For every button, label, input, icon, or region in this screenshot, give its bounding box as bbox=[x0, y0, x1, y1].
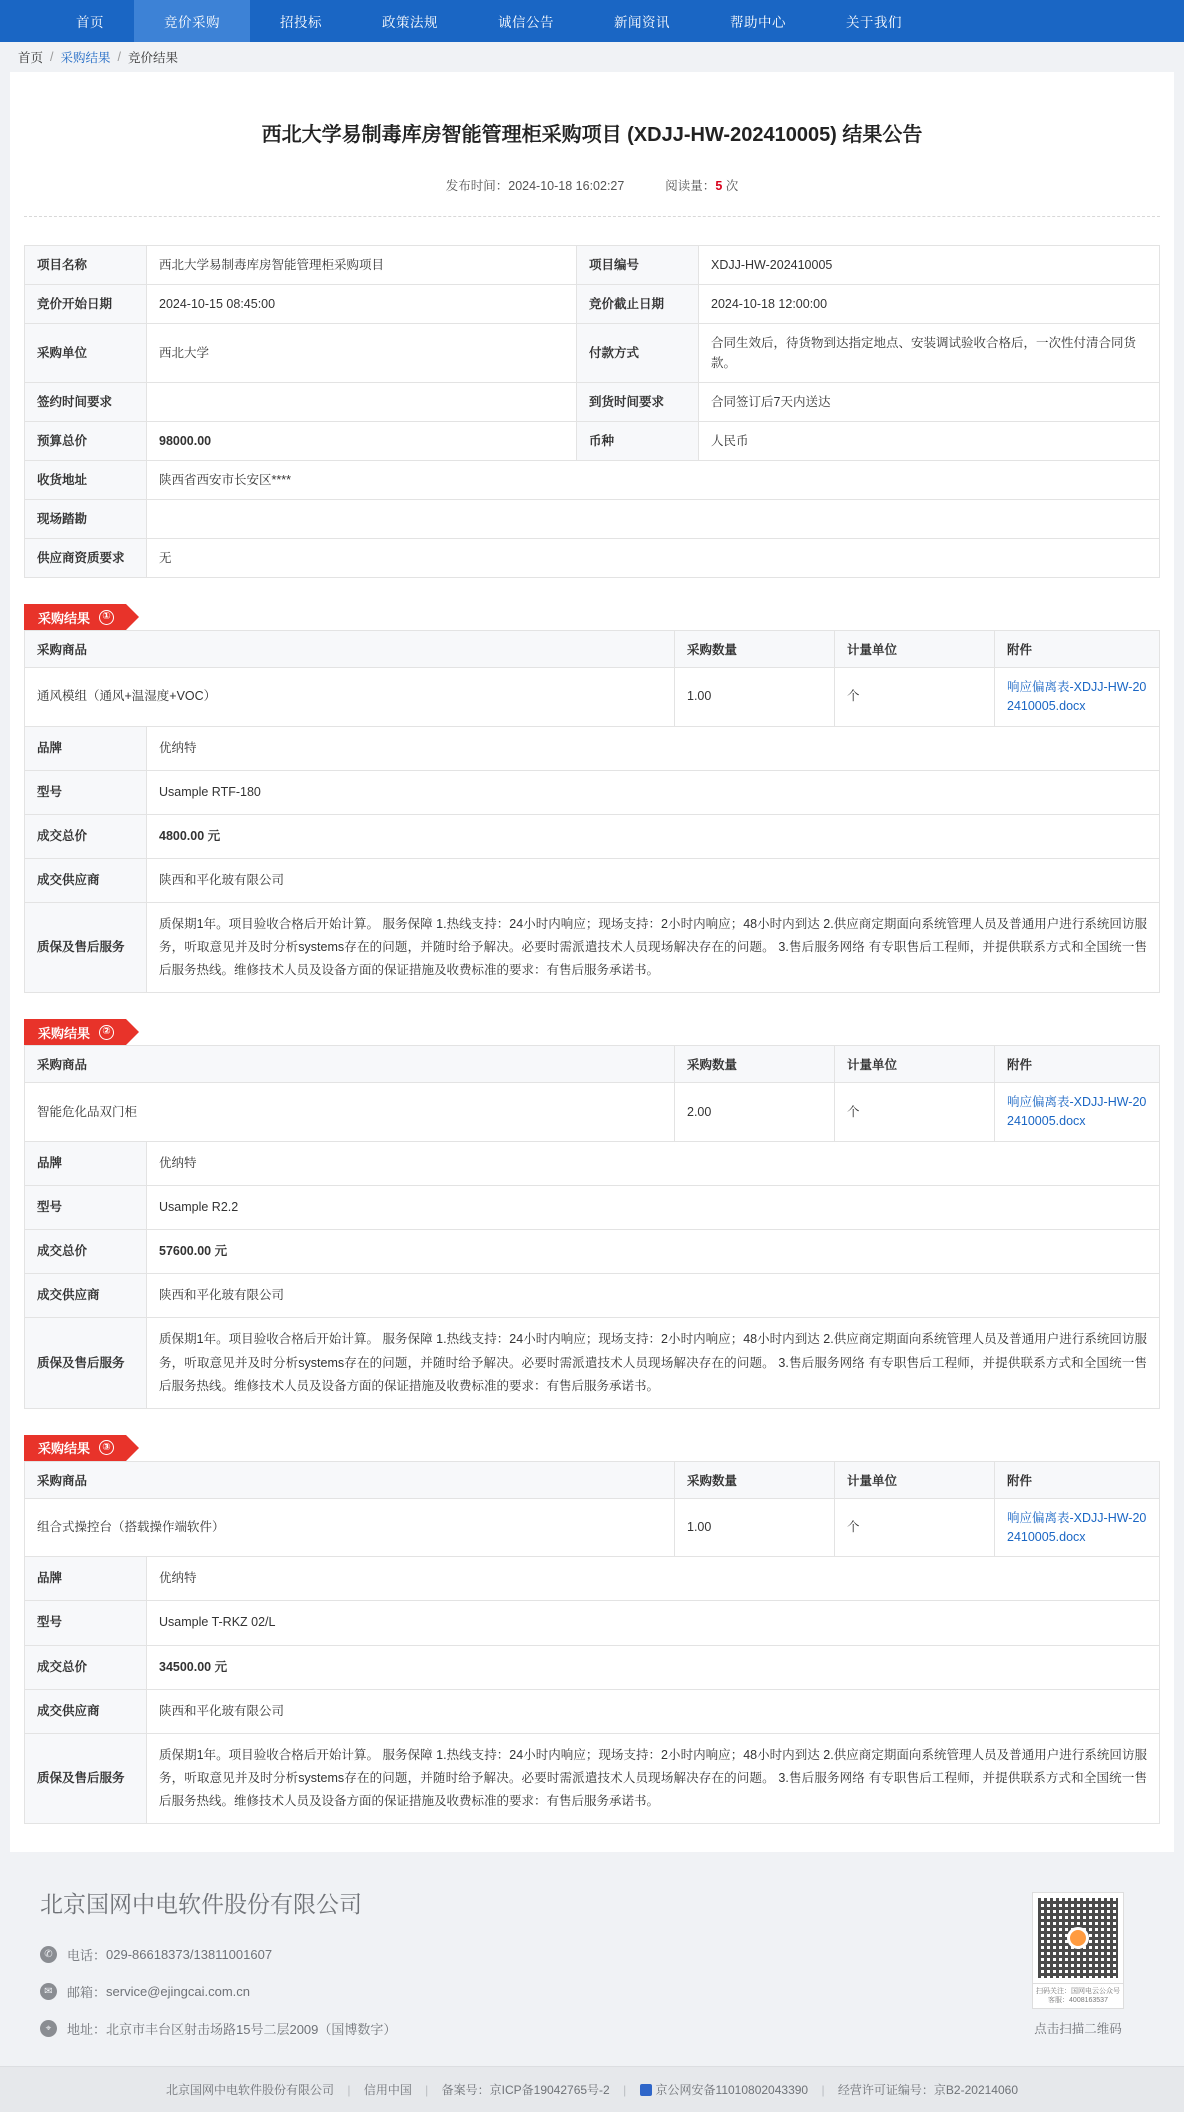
table-row bbox=[25, 383, 1160, 422]
label-project-name: 项目名称 bbox=[25, 246, 147, 285]
table-row bbox=[25, 1733, 1160, 1823]
table-header-row bbox=[25, 1046, 1160, 1083]
purchase-result-section-1 bbox=[10, 578, 1174, 993]
label-sign-time: 签约时间要求 bbox=[25, 383, 147, 422]
col-qty-3: 采购数量 bbox=[675, 1461, 835, 1498]
value-budget: 98000.00 bbox=[147, 422, 577, 461]
label-currency: 币种 bbox=[577, 422, 699, 461]
table-row bbox=[25, 770, 1160, 814]
value-goods-1: 通风模组（通风+温湿度+VOC） bbox=[25, 668, 675, 727]
project-info-section bbox=[10, 217, 1174, 578]
table-row bbox=[25, 324, 1160, 383]
nav-item-home[interactable]: 首页 bbox=[76, 15, 104, 30]
views-count: 5 bbox=[715, 179, 723, 193]
value-total-price-1: 4800.00 元 bbox=[147, 814, 1160, 858]
copyright-sep-4: | bbox=[821, 2083, 825, 2098]
copyright-police[interactable]: 京公网安备11010802043390 bbox=[655, 2083, 809, 2098]
breadcrumb bbox=[0, 42, 1184, 72]
label-service-1: 质保及售后服务 bbox=[25, 903, 147, 993]
table-row bbox=[25, 1186, 1160, 1230]
qr-center-badge-icon bbox=[1067, 1927, 1089, 1949]
label-model-1: 型号 bbox=[25, 770, 147, 814]
nav-item-tender[interactable]: 招投标 bbox=[280, 15, 322, 30]
nav-item-news[interactable]: 新闻资讯 bbox=[614, 15, 670, 30]
label-bid-end-date: 竞价截止日期 bbox=[577, 285, 699, 324]
footer-phone-value: 029-86618373/13811001607 bbox=[106, 1947, 273, 1963]
value-qty-1: 1.00 bbox=[675, 668, 835, 727]
value-total-price-3: 34500.00 元 bbox=[147, 1645, 1160, 1689]
publish-time-label: 发布时间： bbox=[445, 179, 509, 193]
col-unit-2: 计量单位 bbox=[835, 1046, 995, 1083]
copyright-sep-2: | bbox=[425, 2083, 429, 2098]
result-ribbon-label-3: 采购结果 bbox=[38, 1441, 91, 1457]
label-budget: 预算总价 bbox=[25, 422, 147, 461]
copyright-bar bbox=[0, 2066, 1184, 2112]
site-footer bbox=[0, 1852, 1184, 2066]
value-currency: 人民币 bbox=[699, 422, 1160, 461]
phone-icon: ✆ bbox=[40, 1946, 57, 1963]
footer-company-name: 北京国网中电软件股份有限公司 bbox=[40, 1891, 362, 1918]
nav-item-bidding-purchase[interactable]: 竞价采购 bbox=[134, 0, 250, 42]
col-attachment-1: 附件 bbox=[995, 631, 1160, 668]
result-ribbon-2 bbox=[24, 1019, 126, 1045]
table-row bbox=[25, 903, 1160, 993]
value-supplier-1: 陕西和平化玻有限公司 bbox=[147, 858, 1160, 902]
label-model-2: 型号 bbox=[25, 1186, 147, 1230]
announcement-card bbox=[10, 72, 1174, 1852]
value-brand-1: 优纳特 bbox=[147, 726, 1160, 770]
table-row bbox=[25, 858, 1160, 902]
result-ribbon-index-2: ② bbox=[99, 1025, 114, 1040]
value-project-code: XDJJ-HW-202410005 bbox=[699, 246, 1160, 285]
value-qty-3: 1.00 bbox=[675, 1498, 835, 1557]
nav-item-policy[interactable]: 政策法规 bbox=[382, 15, 438, 30]
article-meta bbox=[10, 150, 1174, 216]
attachment-link-2[interactable]: 响应偏离表-XDJJ-HW-202410005.docx bbox=[1007, 1095, 1147, 1129]
label-project-code: 项目编号 bbox=[577, 246, 699, 285]
value-qty-2: 2.00 bbox=[675, 1083, 835, 1142]
value-site-survey bbox=[147, 500, 1160, 539]
value-payment-method: 合同生效后，待货物到达指定地点、安装调试验收合格后，一次性付清合同货款。 bbox=[699, 324, 1160, 383]
result-ribbon-index-1: ① bbox=[99, 610, 114, 625]
value-goods-2: 智能危化品双门柜 bbox=[25, 1083, 675, 1142]
copyright-credit-china[interactable]: 信用中国 bbox=[363, 2083, 412, 2098]
table-row bbox=[25, 1557, 1160, 1601]
label-delivery-address: 收货地址 bbox=[25, 461, 147, 500]
value-brand-3: 优纳特 bbox=[147, 1557, 1160, 1601]
attachment-link-3[interactable]: 响应偏离表-XDJJ-HW-202410005.docx bbox=[1007, 1510, 1147, 1544]
value-brand-2: 优纳特 bbox=[147, 1141, 1160, 1185]
table-row bbox=[25, 461, 1160, 500]
copyright-sep-1: | bbox=[347, 2083, 351, 2098]
value-unit-3: 个 bbox=[835, 1498, 995, 1557]
value-project-name: 西北大学易制毒库房智能管理柜采购项目 bbox=[147, 246, 577, 285]
value-model-2: Usample R2.2 bbox=[147, 1186, 1160, 1230]
qr-code-pattern bbox=[1038, 1898, 1118, 1978]
purchase-result-table-3 bbox=[24, 1461, 1160, 1824]
table-row bbox=[25, 1645, 1160, 1689]
qr-caption: 点击扫描二维码 bbox=[1034, 2022, 1122, 2037]
value-service-2: 质保期1年。项目验收合格后开始计算。 服务保障 1.热线支持：24小时内响应；现场支持：2小时内响应；48小时内到达 2.供应商定期面向系统管理人员及普通用户进行系统回访服务，听取意见并及时分析systems存在的问题，并随时给予解决。必要时需派遣技术人员现场解决存在的问题。 3.售后服务网络 有专职售后工程师，并提供联系方式和全国统一售后服务热线。维修技术人员及设备方面的保证措施及收费标准的要求：有售后服务承诺书。 bbox=[147, 1318, 1160, 1408]
value-delivery-address: 陕西省西安市长安区**** bbox=[147, 461, 1160, 500]
footer-email-row bbox=[40, 1982, 1144, 2001]
nav-item-integrity-notice[interactable]: 诚信公告 bbox=[498, 15, 554, 30]
table-row bbox=[25, 1141, 1160, 1185]
value-supplier-qualification: 无 bbox=[147, 539, 1160, 578]
col-qty-2: 采购数量 bbox=[675, 1046, 835, 1083]
nav-item-help-center[interactable]: 帮助中心 bbox=[730, 15, 786, 30]
table-row bbox=[25, 422, 1160, 461]
result-ribbon-label-1: 采购结果 bbox=[38, 610, 91, 626]
label-site-survey: 现场踏勘 bbox=[25, 500, 147, 539]
nav-item-about-us[interactable]: 关于我们 bbox=[846, 15, 902, 30]
value-purchaser: 西北大学 bbox=[147, 324, 577, 383]
table-row bbox=[25, 246, 1160, 285]
table-row bbox=[25, 500, 1160, 539]
label-brand-1: 品牌 bbox=[25, 726, 147, 770]
label-model-3: 型号 bbox=[25, 1601, 147, 1645]
project-info-table bbox=[24, 245, 1160, 578]
purchase-result-table-2 bbox=[24, 1045, 1160, 1408]
footer-phone-row bbox=[40, 1945, 1144, 1964]
col-attachment-3: 附件 bbox=[995, 1461, 1160, 1498]
result-ribbon-1 bbox=[24, 604, 126, 630]
location-pin-icon: ⌖ bbox=[40, 2020, 57, 2037]
qr-code-image[interactable] bbox=[1032, 1892, 1124, 1984]
label-service-3: 质保及售后服务 bbox=[25, 1733, 147, 1823]
value-sign-time bbox=[147, 383, 577, 422]
attachment-link-1[interactable]: 响应偏离表-XDJJ-HW-202410005.docx bbox=[1007, 680, 1147, 713]
table-row bbox=[25, 1689, 1160, 1733]
label-brand-2: 品牌 bbox=[25, 1141, 147, 1185]
col-goods-2: 采购商品 bbox=[25, 1046, 675, 1083]
qr-code-block[interactable] bbox=[1032, 1892, 1124, 2037]
purchase-result-table-1 bbox=[24, 630, 1160, 993]
col-attachment-2: 附件 bbox=[995, 1046, 1160, 1083]
table-header-row bbox=[25, 631, 1160, 668]
label-supplier-qualification: 供应商资质要求 bbox=[25, 539, 147, 578]
col-goods-3: 采购商品 bbox=[25, 1461, 675, 1498]
mail-icon: ✉ bbox=[40, 1983, 57, 2000]
result-ribbon-label-2: 采购结果 bbox=[38, 1025, 91, 1041]
main-navigation[interactable] bbox=[0, 0, 1184, 42]
value-service-1: 质保期1年。项目验收合格后开始计算。 服务保障 1.热线支持：24小时内响应；现场支持：2小时内响应；48小时内到达 2.供应商定期面向系统管理人员及普通用户进行系统回访服务，听取意见并及时分析systems存在的问题，并随时给予解决。必要时需派遣技术人员现场解决存在的问题。 3.售后服务网络 有专职售后工程师，并提供联系方式和全国统一售后服务热线。维修技术人员及设备方面的保证措施及收费标准的要求：有售后服务承诺书。 bbox=[147, 903, 1160, 993]
result-ribbon-index-3: ③ bbox=[99, 1440, 114, 1455]
table-row bbox=[25, 1498, 1160, 1557]
label-bid-start-date: 竞价开始日期 bbox=[25, 285, 147, 324]
value-model-3: Usample T-RKZ 02/L bbox=[147, 1601, 1160, 1645]
footer-phone-label: 电话： bbox=[67, 1948, 107, 1964]
label-purchaser: 采购单位 bbox=[25, 324, 147, 383]
copyright-icp-value[interactable]: 京ICP备19042765号-2 bbox=[489, 2083, 610, 2098]
views-label: 阅读量： bbox=[665, 179, 716, 193]
value-delivery-time: 合同签订后7天内送达 bbox=[699, 383, 1160, 422]
value-supplier-3: 陕西和平化玻有限公司 bbox=[147, 1689, 1160, 1733]
footer-email-label: 邮箱： bbox=[67, 1985, 107, 2001]
value-bid-end-date: 2024-10-18 12:00:00 bbox=[699, 285, 1160, 324]
col-qty-1: 采购数量 bbox=[675, 631, 835, 668]
label-total-price-1: 成交总价 bbox=[25, 814, 147, 858]
views-unit: 次 bbox=[725, 179, 739, 193]
table-header-row bbox=[25, 1461, 1160, 1498]
value-service-3: 质保期1年。项目验收合格后开始计算。 服务保障 1.热线支持：24小时内响应；现场支持：2小时内响应；48小时内到达 2.供应商定期面向系统管理人员及普通用户进行系统回访服务，听取意见并及时分析systems存在的问题，并随时给予解决。必要时需派遣技术人员现场解决存在的问题。 3.售后服务网络 有专职售后工程师，并提供联系方式和全国统一售后服务热线。维修技术人员及设备方面的保证措施及收费标准的要求：有售后服务承诺书。 bbox=[147, 1733, 1160, 1823]
table-row bbox=[25, 814, 1160, 858]
label-supplier-1: 成交供应商 bbox=[25, 858, 147, 902]
breadcrumb-separator-2: / bbox=[117, 50, 121, 64]
footer-address-row bbox=[40, 2019, 1144, 2038]
label-total-price-2: 成交总价 bbox=[25, 1230, 147, 1274]
table-row bbox=[25, 668, 1160, 727]
value-supplier-2: 陕西和平化玻有限公司 bbox=[147, 1274, 1160, 1318]
value-model-1: Usample RTF-180 bbox=[147, 770, 1160, 814]
breadcrumb-purchase-result[interactable]: 采购结果 bbox=[60, 51, 111, 65]
table-row bbox=[25, 285, 1160, 324]
footer-email-value[interactable]: service@ejingcai.com.cn bbox=[106, 1984, 250, 2000]
breadcrumb-current: 竞价结果 bbox=[128, 51, 179, 65]
table-row bbox=[25, 1601, 1160, 1645]
purchase-result-section-3 bbox=[10, 1409, 1174, 1824]
col-unit-1: 计量单位 bbox=[835, 631, 995, 668]
label-supplier-3: 成交供应商 bbox=[25, 1689, 147, 1733]
value-unit-2: 个 bbox=[835, 1083, 995, 1142]
value-bid-start-date: 2024-10-15 08:45:00 bbox=[147, 285, 577, 324]
breadcrumb-separator-1: / bbox=[50, 50, 54, 64]
copyright-license-value: 京B2-20214060 bbox=[933, 2083, 1018, 2098]
col-goods-1: 采购商品 bbox=[25, 631, 675, 668]
table-row bbox=[25, 1274, 1160, 1318]
footer-address-label: 地址： bbox=[67, 2022, 107, 2038]
purchase-result-section-2 bbox=[10, 993, 1174, 1408]
value-total-price-2: 57600.00 元 bbox=[147, 1230, 1160, 1274]
col-unit-3: 计量单位 bbox=[835, 1461, 995, 1498]
table-row bbox=[25, 1230, 1160, 1274]
copyright-sep-3: | bbox=[623, 2083, 627, 2098]
breadcrumb-home[interactable]: 首页 bbox=[18, 51, 44, 65]
table-row bbox=[25, 726, 1160, 770]
footer-address-value: 北京市丰台区射击场路15号二层2009（国博数字） bbox=[106, 2022, 397, 2038]
label-service-2: 质保及售后服务 bbox=[25, 1318, 147, 1408]
copyright-icp-label: 备案号： bbox=[441, 2083, 490, 2098]
copyright-company: 北京国网中电软件股份有限公司 bbox=[165, 2083, 334, 2098]
publish-time-value: 2024-10-18 16:02:27 bbox=[508, 179, 625, 193]
table-row bbox=[25, 1318, 1160, 1408]
page-title: 西北大学易制毒库房智能管理柜采购项目 (XDJJ-HW-202410005) 结果公告 bbox=[261, 124, 923, 146]
qr-inner-caption: 扫码关注：国网电云公众号 客服：4008163537 bbox=[1032, 1984, 1124, 2009]
label-payment-method: 付款方式 bbox=[577, 324, 699, 383]
label-delivery-time: 到货时间要求 bbox=[577, 383, 699, 422]
police-badge-icon bbox=[640, 2084, 652, 2096]
table-row bbox=[25, 1083, 1160, 1142]
label-brand-3: 品牌 bbox=[25, 1557, 147, 1601]
table-row bbox=[25, 539, 1160, 578]
value-goods-3: 组合式操控台（搭载操作端软件） bbox=[25, 1498, 675, 1557]
copyright-license-label: 经营许可证编号： bbox=[837, 2083, 934, 2098]
result-ribbon-3 bbox=[24, 1435, 126, 1461]
value-unit-1: 个 bbox=[835, 668, 995, 727]
label-total-price-3: 成交总价 bbox=[25, 1645, 147, 1689]
label-supplier-2: 成交供应商 bbox=[25, 1274, 147, 1318]
